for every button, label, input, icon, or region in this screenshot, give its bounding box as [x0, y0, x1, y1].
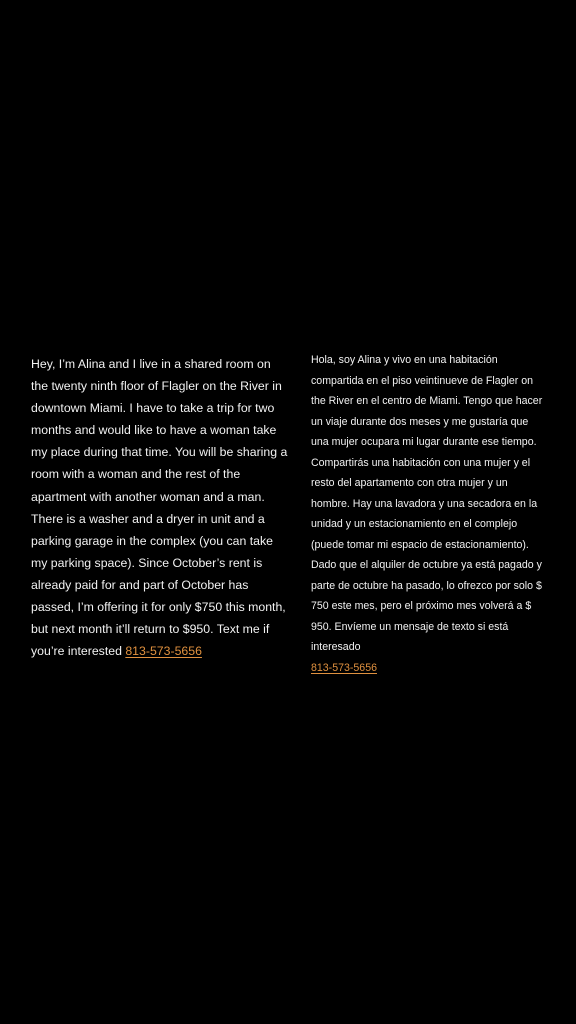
- spanish-phone-link[interactable]: 813-573-5656: [311, 661, 377, 674]
- english-listing-text: [31, 353, 289, 662]
- english-body-text: Hey, I’m Alina and I live in a shared room on the twenty ninth floor of Flagler on the River in downtown Miami. I have to take a trip for two months and would like to have a woman take my place during that time. You will be sharing a room with a woman and the rest of the apartment with another woman and a man. There is a washer and a dryer in unit and a parking garage in the complex (you can take my parking space). Since October’s rent is already paid for and part of October has passed, I’m offering it for only $750 this month, but next month it’ll return to $950. Text me if you’re interested: [31, 357, 288, 659]
- spanish-body-text: Hola, soy Alina y vivo en una habitación compartida en el piso veintinueve de Flagler on the River en el centro de Miami. Tengo que hacer un viaje durante dos meses y me gustaría que una mujer ocupara mi lugar durante ese tiempo. Compartirás una habitación con una mujer y el resto del apartamento con otra mujer y un hombre. Hay una lavadora y una secadora en la unidad y un estacionamiento en el complejo (puede tomar mi espacio de estacionamiento). Dado que el alquiler de octubre ya está pagado y parte de octubre ha pasado, lo ofrezco por solo $ 750 este mes, pero el próximo mes volverá a $ 950. Envíeme un mensaje de texto si está interesado: [311, 354, 543, 653]
- spanish-listing-text: [311, 350, 543, 678]
- english-phone-link[interactable]: 813-573-5656: [125, 644, 202, 659]
